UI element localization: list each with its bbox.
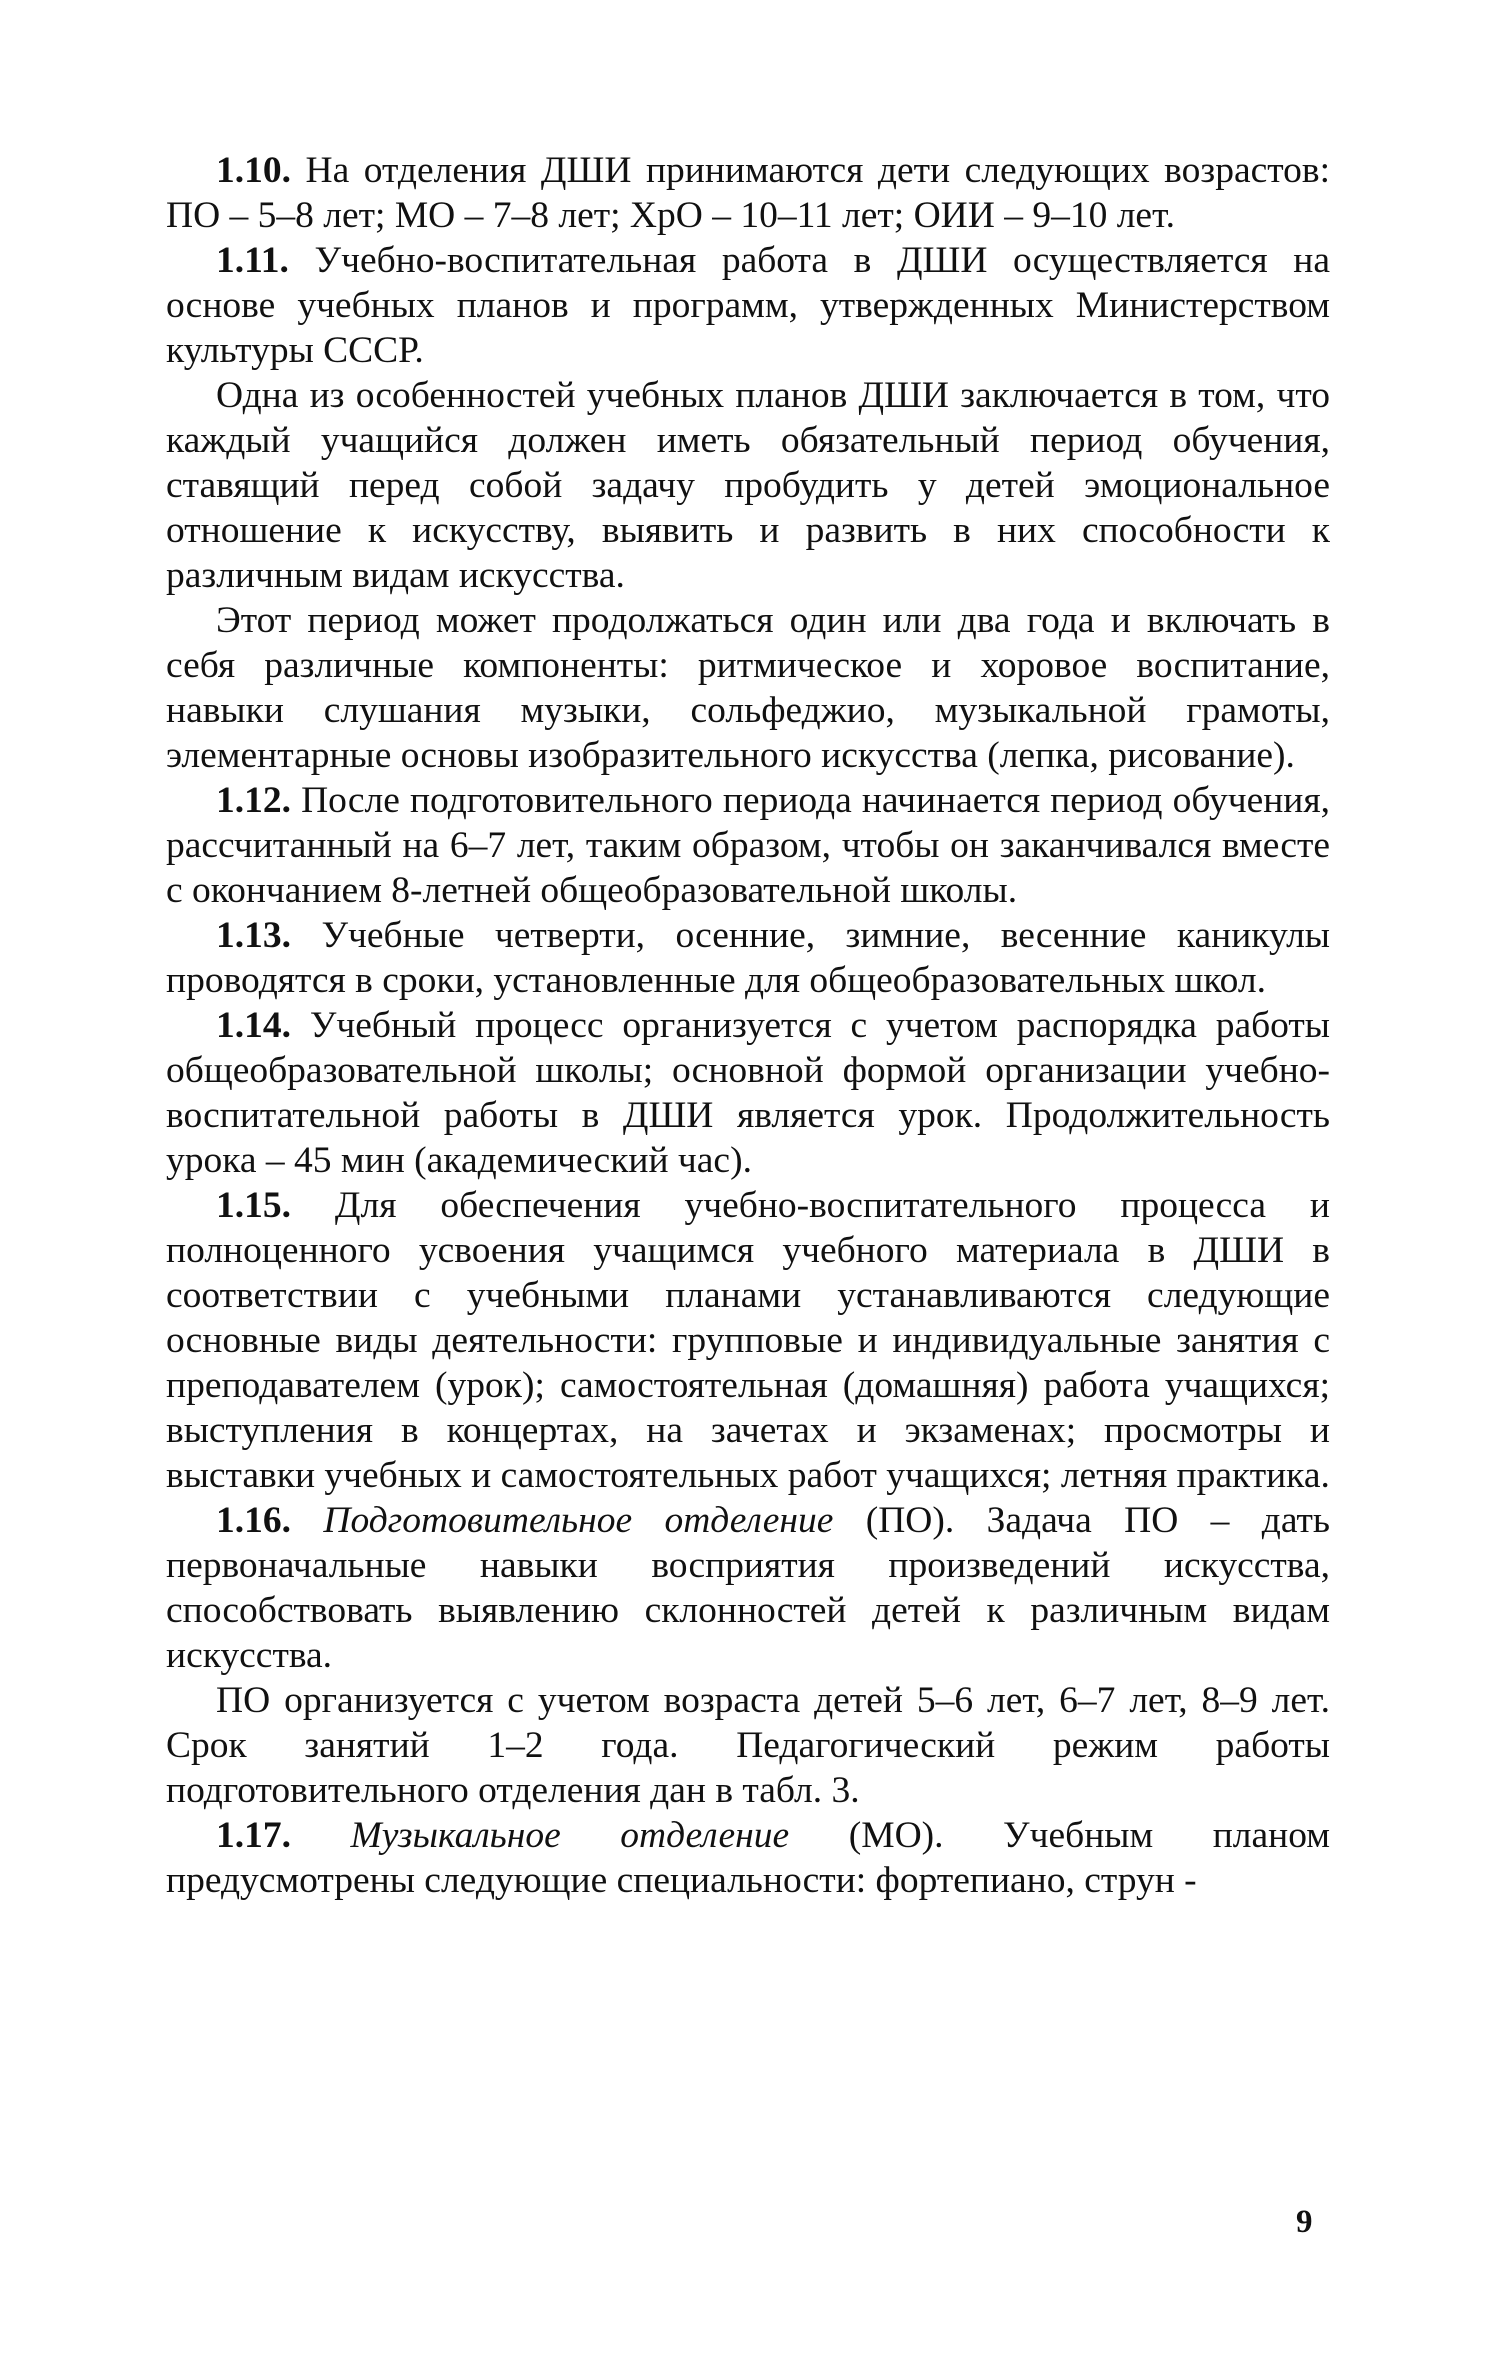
paragraph-text: Этот период может продолжаться один или два года и включать в себя различные компоненты: ритмическое и хоровое воспитание, навыки слушания музыки, сольфеджио, музыкальной грамоты, элементарные основы изобразительного искусства (лепка, рисование). [166, 600, 1330, 776]
clause-number: 1.11. [216, 240, 289, 281]
document-body [166, 148, 1330, 1903]
clause-number: 1.13. [216, 915, 291, 956]
paragraph-text: После подготовительного периода начинается период обучения, рассчитанный на 6–7 лет, таким образом, чтобы он заканчивался вместе с окончанием 8-летней общеобразовательной школы. [166, 780, 1330, 911]
paragraph-text: На отделения ДШИ принимаются дети следующих возрастов: ПО – 5–8 лет; МО – 7–8 лет; ХрО – 10–11 лет; ОИИ – 9–10 лет. [166, 150, 1330, 236]
paragraph-1-17 [166, 1813, 1330, 1903]
section-title: Музыкальное отделение [350, 1815, 790, 1856]
paragraph-text: ПО организуется с учетом возраста детей 5–6 лет, 6–7 лет, 8–9 лет. Срок занятий 1–2 года. Педагогический режим работы подготовительного отделения дан в табл. 3. [166, 1680, 1330, 1811]
paragraph [166, 598, 1330, 778]
paragraph-1-16 [166, 1498, 1330, 1678]
section-title: Подготовительное отделение [323, 1500, 834, 1541]
paragraph-text: (ПО). Задача ПО – дать первоначальные навыки восприятия произведений искусства, способствовать выявлению склонностей детей к различным видам искусства. [166, 1500, 1330, 1676]
paragraph-1-14 [166, 1003, 1330, 1183]
page-number: 9 [1296, 2204, 1313, 2240]
clause-number: 1.16. [216, 1500, 291, 1541]
paragraph-text: Для обеспечения учебно-воспитательного процесса и полноценного усвоения учащимся учебного материала в ДШИ в соответствии с учебными планами устанавливаются следующие основные виды деятельности: групповые и индивидуальные занятия с преподавателем (урок); самостоятельная (домашняя) работа учащихся; выступления в концертах, на зачетах и экзаменах; просмотры и выставки учебных и самостоятельных работ учащихся; летняя практика. [166, 1185, 1330, 1496]
clause-number: 1.17. [216, 1815, 291, 1856]
paragraph [166, 1678, 1330, 1813]
clause-number: 1.14. [216, 1005, 291, 1046]
clause-number: 1.10. [216, 150, 291, 191]
paragraph-1-11 [166, 238, 1330, 373]
paragraph-text: Учебный процесс организуется с учетом распорядка работы общеобразовательной школы; основной формой организации учебно-воспитательной работы в ДШИ является урок. Продолжительность урока – 45 мин (академический час). [166, 1005, 1331, 1181]
clause-number: 1.15. [216, 1185, 291, 1226]
paragraph-text: Учебно-воспитательная работа в ДШИ осуществляется на основе учебных планов и программ, утвержденных Министерством культуры СССР. [166, 240, 1330, 371]
clause-number: 1.12. [216, 780, 291, 821]
paragraph-1-13 [166, 913, 1330, 1003]
paragraph-text: Одна из особенностей учебных планов ДШИ заключается в том, что каждый учащийся должен иметь обязательный период обучения, ставящий перед собой задачу пробудить у детей эмоциональное отношение к искусству, выявить и развить в них способности к различным видам искусства. [166, 375, 1330, 596]
paragraph-1-10 [166, 148, 1330, 238]
paragraph-1-12 [166, 778, 1330, 913]
paragraph-text: Учебные четверти, осенние, зимние, весенние каникулы проводятся в сроки, установленные для общеобразовательных школ. [166, 915, 1330, 1001]
paragraph [166, 373, 1330, 598]
paragraph-1-15 [166, 1183, 1330, 1498]
paragraph-text: (МО). Учебным планом предусмотрены следующие специальности: фортепиано, струн - [166, 1815, 1330, 1901]
